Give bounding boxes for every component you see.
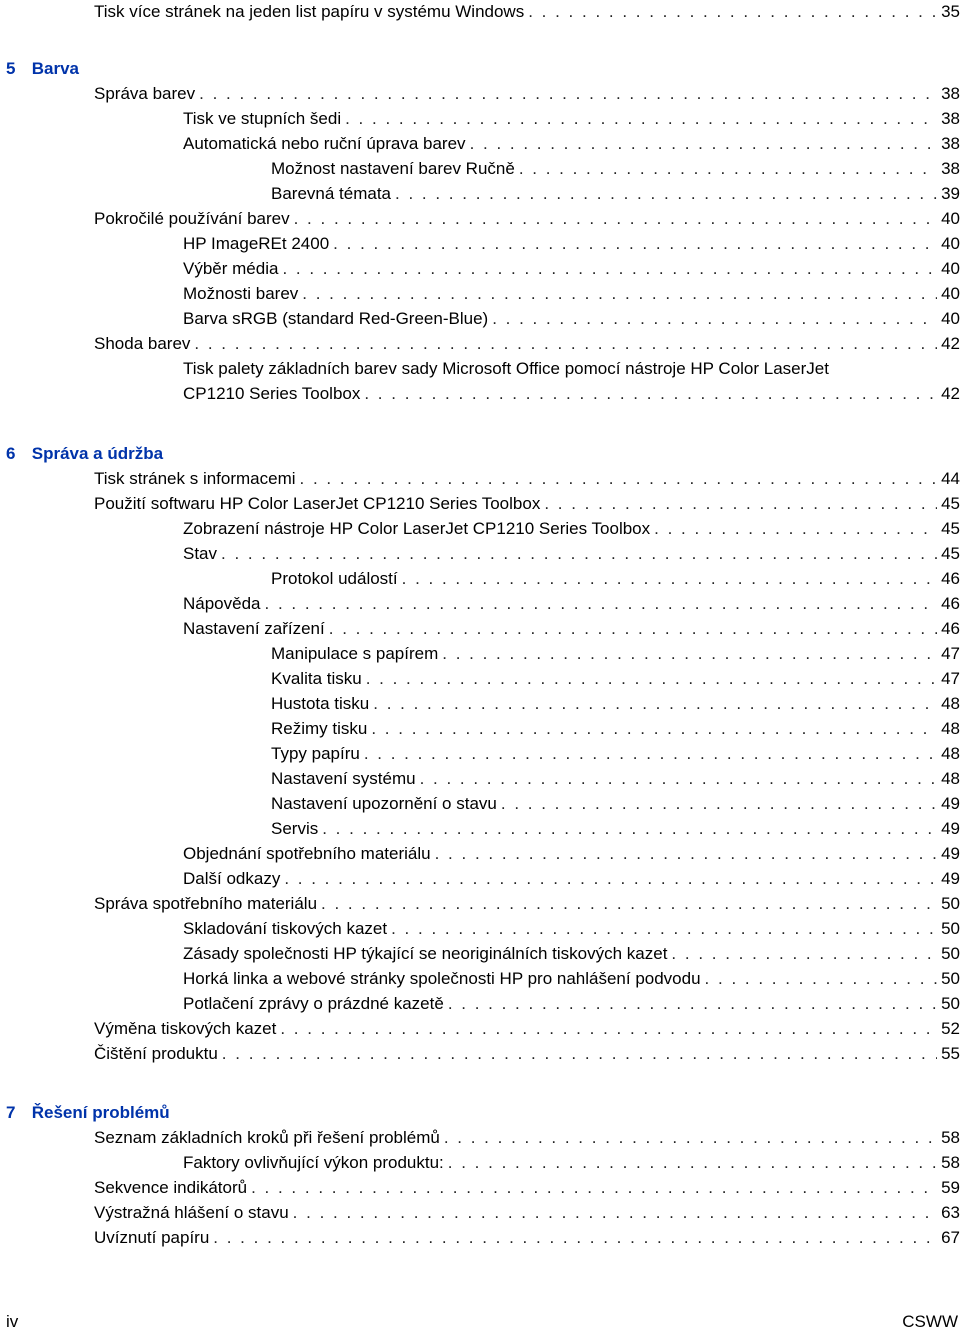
toc-entry[interactable] xyxy=(0,992,960,1016)
toc-entry-title: Seznam základních kroků při řešení problémů xyxy=(94,1126,444,1150)
toc-entry-title: Tisk více stránek na jeden list papíru v systému Windows xyxy=(94,0,528,24)
toc-entry-title: Typy papíru xyxy=(271,742,364,766)
toc-page-number: 47 xyxy=(937,667,960,691)
toc-entry-title: Potlačení zprávy o prázdné kazetě xyxy=(183,992,448,1016)
toc-page-number: 45 xyxy=(937,517,960,541)
dot-leader xyxy=(364,382,937,406)
toc-page-number: 42 xyxy=(937,332,960,356)
toc-entry-title: Barevná témata xyxy=(271,182,395,206)
toc-entry[interactable] xyxy=(0,1017,960,1041)
toc-page-number: 39 xyxy=(937,182,960,206)
toc-page-number: 50 xyxy=(937,992,960,1016)
toc-entry-title: CP1210 Series Toolbox xyxy=(183,382,364,406)
dot-leader xyxy=(251,1176,937,1200)
toc-entry-title: Stav xyxy=(183,542,221,566)
toc-entry[interactable] xyxy=(0,692,960,716)
toc-entry-title: Servis xyxy=(271,817,322,841)
toc-entry-title: Správa barev xyxy=(94,82,199,106)
dot-leader xyxy=(366,667,937,691)
dot-leader xyxy=(333,232,937,256)
toc-entry[interactable] xyxy=(0,1176,960,1200)
toc-page-number: 48 xyxy=(937,692,960,716)
toc-page-number: 38 xyxy=(937,157,960,181)
dot-leader xyxy=(402,567,937,591)
toc-entry[interactable] xyxy=(0,792,960,816)
dot-leader xyxy=(470,132,938,156)
toc-entry-title: Čištění produktu xyxy=(94,1042,222,1066)
toc-entry-title: Kvalita tisku xyxy=(271,667,366,691)
toc-entry[interactable] xyxy=(0,107,960,131)
toc-entry-title: Režimy tisku xyxy=(271,717,371,741)
toc-page-number: 40 xyxy=(937,207,960,231)
toc-page-number: 46 xyxy=(937,617,960,641)
dot-leader xyxy=(284,867,937,891)
chapter-heading[interactable] xyxy=(6,442,163,466)
toc-entry[interactable] xyxy=(0,1201,960,1225)
toc-page-number: 50 xyxy=(937,892,960,916)
dot-leader xyxy=(654,517,937,541)
dot-leader xyxy=(322,817,937,841)
toc-entry-title: Zobrazení nástroje HP Color LaserJet CP1210 Series Toolbox xyxy=(183,517,654,541)
toc-entry[interactable] xyxy=(0,1042,960,1066)
toc-entry-title: Výměna tiskových kazet xyxy=(94,1017,280,1041)
toc-page-number: 49 xyxy=(937,842,960,866)
dot-leader xyxy=(444,1126,937,1150)
dot-leader xyxy=(395,182,937,206)
chapter-title: Řešení problémů xyxy=(31,1103,170,1122)
toc-entry-title: Nastavení zařízení xyxy=(183,617,329,641)
toc-page-number: 42 xyxy=(937,382,960,406)
toc-entry[interactable] xyxy=(0,157,960,181)
toc-entry-title: Automatická nebo ruční úprava barev xyxy=(183,132,470,156)
toc-entry[interactable] xyxy=(0,567,960,591)
toc-entry-title: Sekvence indikátorů xyxy=(94,1176,251,1200)
dot-leader xyxy=(302,282,937,306)
toc-entry[interactable] xyxy=(0,517,960,541)
toc-page-number: 38 xyxy=(937,107,960,131)
toc-entry[interactable] xyxy=(0,132,960,156)
chapter-title: Správa a údržba xyxy=(31,444,164,463)
toc-entry-title: Možnost nastavení barev Ručně xyxy=(271,157,519,181)
toc-entry-title: Výstražná hlášení o stavu xyxy=(94,1201,293,1225)
toc-entry-title: Správa spotřebního materiálu xyxy=(94,892,321,916)
toc-page-number: 47 xyxy=(937,642,960,666)
chapter-heading[interactable] xyxy=(6,1101,170,1125)
toc-entry[interactable] xyxy=(0,617,960,641)
toc-entry-title: Tisk ve stupních šedi xyxy=(183,107,345,131)
toc-page-number: 44 xyxy=(937,467,960,491)
toc-entry-title: Uvíznutí papíru xyxy=(94,1226,213,1250)
dot-leader xyxy=(544,492,937,516)
toc-page-number: 49 xyxy=(937,817,960,841)
toc-entry-title: Pokročilé používání barev xyxy=(94,207,294,231)
toc-entry[interactable] xyxy=(0,892,960,916)
toc-entry-title: Zásady společnosti HP týkající se neoriginálních tiskových kazet xyxy=(183,942,671,966)
toc-page-number: 50 xyxy=(937,942,960,966)
toc-entry-title: Nastavení upozornění o stavu xyxy=(271,792,501,816)
toc-page-number: 45 xyxy=(937,542,960,566)
toc-entry-title: Tisk stránek s informacemi xyxy=(94,467,300,491)
dot-leader xyxy=(265,592,938,616)
toc-entry[interactable] xyxy=(0,767,960,791)
toc-page-number: 48 xyxy=(937,767,960,791)
dot-leader xyxy=(371,717,937,741)
dot-leader xyxy=(492,307,937,331)
toc-entry-title: Objednání spotřebního materiálu xyxy=(183,842,435,866)
chapter-number: 7 xyxy=(6,1103,16,1122)
toc-page-number: 52 xyxy=(937,1017,960,1041)
toc-entry[interactable] xyxy=(0,207,960,231)
toc-entry-title: Hustota tisku xyxy=(271,692,373,716)
dot-leader xyxy=(420,767,938,791)
toc-entry[interactable] xyxy=(0,942,960,966)
toc-page-number: 35 xyxy=(937,0,960,24)
toc-entry-title: Protokol událostí xyxy=(271,567,402,591)
footer-doc-code: CSWW xyxy=(902,1312,958,1331)
toc-entry[interactable] xyxy=(0,82,960,106)
dot-leader xyxy=(221,542,937,566)
footer-page-number: iv xyxy=(6,1312,19,1331)
dot-leader xyxy=(519,157,937,181)
toc-entry[interactable] xyxy=(0,282,960,306)
toc-page-number: 55 xyxy=(937,1042,960,1066)
chapter-title: Barva xyxy=(31,59,79,78)
toc-page-number: 50 xyxy=(937,917,960,941)
toc-entry[interactable] xyxy=(0,1126,960,1150)
toc-entry[interactable] xyxy=(0,307,960,331)
toc-entry-title: Nápověda xyxy=(183,592,265,616)
dot-leader xyxy=(705,967,938,991)
toc-entry[interactable] xyxy=(0,642,960,666)
toc-entry[interactable] xyxy=(0,1226,960,1250)
toc-entry[interactable] xyxy=(0,817,960,841)
dot-leader xyxy=(345,107,937,131)
toc-entry[interactable] xyxy=(0,967,960,991)
dot-leader xyxy=(528,0,937,24)
toc-page-number: 40 xyxy=(937,232,960,256)
toc-entry[interactable] xyxy=(0,257,960,281)
toc-page-number: 48 xyxy=(937,742,960,766)
chapter-number: 6 xyxy=(6,444,16,463)
toc-entry[interactable] xyxy=(0,917,960,941)
toc-entry[interactable] xyxy=(0,467,960,491)
toc-entry-title: Shoda barev xyxy=(94,332,194,356)
dot-leader xyxy=(671,942,937,966)
dot-leader xyxy=(435,842,937,866)
dot-leader xyxy=(501,792,937,816)
toc-entry[interactable] xyxy=(0,182,960,206)
toc-entry-title: Nastavení systému xyxy=(271,767,420,791)
toc-entry-title: Faktory ovlivňující výkon produktu: xyxy=(183,1151,448,1175)
dot-leader xyxy=(280,1017,937,1041)
toc-page-number: 46 xyxy=(937,592,960,616)
dot-leader xyxy=(294,207,937,231)
toc-entry[interactable] xyxy=(0,667,960,691)
dot-leader xyxy=(282,257,937,281)
dot-leader xyxy=(448,1151,937,1175)
toc-entry[interactable] xyxy=(0,332,960,356)
toc-entry[interactable] xyxy=(0,867,960,891)
dot-leader xyxy=(213,1226,937,1250)
toc-entry-title: Další odkazy xyxy=(183,867,284,891)
toc-page-number: 38 xyxy=(937,82,960,106)
toc-entry[interactable] xyxy=(0,592,960,616)
dot-leader xyxy=(448,992,937,1016)
dot-leader xyxy=(194,332,937,356)
dot-leader xyxy=(199,82,937,106)
toc-page-number: 40 xyxy=(937,257,960,281)
dot-leader xyxy=(329,617,937,641)
toc-entry[interactable] xyxy=(0,0,960,24)
toc-page-number: 67 xyxy=(937,1226,960,1250)
toc-page-number: 63 xyxy=(937,1201,960,1225)
toc-entry[interactable] xyxy=(0,717,960,741)
toc-entry-title: Výběr média xyxy=(183,257,282,281)
toc-page-number: 45 xyxy=(937,492,960,516)
toc-entry[interactable] xyxy=(0,542,960,566)
toc-page-number: 49 xyxy=(937,792,960,816)
dot-leader xyxy=(300,467,938,491)
toc-page-number: 38 xyxy=(937,132,960,156)
toc-page-number: 40 xyxy=(937,282,960,306)
dot-leader xyxy=(373,692,937,716)
chapter-number: 5 xyxy=(6,59,16,78)
toc-entry[interactable] xyxy=(0,382,960,406)
toc-entry[interactable] xyxy=(0,232,960,256)
toc-page-number: 46 xyxy=(937,567,960,591)
dot-leader xyxy=(293,1201,937,1225)
dot-leader xyxy=(442,642,937,666)
toc-entry-title: Skladování tiskových kazet xyxy=(183,917,391,941)
toc-entry-title: Použití softwaru HP Color LaserJet CP1210 Series Toolbox xyxy=(94,492,544,516)
dot-leader xyxy=(364,742,937,766)
toc-entry-title: Horká linka a webové stránky společnosti HP pro nahlášení podvodu xyxy=(183,967,705,991)
chapter-heading[interactable] xyxy=(6,57,79,81)
toc-entry[interactable] xyxy=(0,742,960,766)
toc-entry-title: Barva sRGB (standard Red-Green-Blue) xyxy=(183,307,492,331)
toc-entry[interactable] xyxy=(0,842,960,866)
toc-page-number: 48 xyxy=(937,717,960,741)
dot-leader xyxy=(391,917,937,941)
toc-page-number: 50 xyxy=(937,967,960,991)
toc-entry-title: Manipulace s papírem xyxy=(271,642,442,666)
toc-page-number: 58 xyxy=(937,1126,960,1150)
toc-page-number: 49 xyxy=(937,867,960,891)
toc-page-number: 40 xyxy=(937,307,960,331)
toc-entry-title: Možnosti barev xyxy=(183,282,302,306)
toc-page-number: 58 xyxy=(937,1151,960,1175)
dot-leader xyxy=(222,1042,937,1066)
toc-entry[interactable] xyxy=(0,492,960,516)
dot-leader xyxy=(321,892,937,916)
toc-entry-title-line[interactable]: Tisk palety základních barev sady Microsoft Office pomocí nástroje HP Color LaserJet xyxy=(183,359,829,378)
toc-entry-title: HP ImageREt 2400 xyxy=(183,232,333,256)
toc-entry[interactable] xyxy=(0,1151,960,1175)
toc-page-number: 59 xyxy=(937,1176,960,1200)
